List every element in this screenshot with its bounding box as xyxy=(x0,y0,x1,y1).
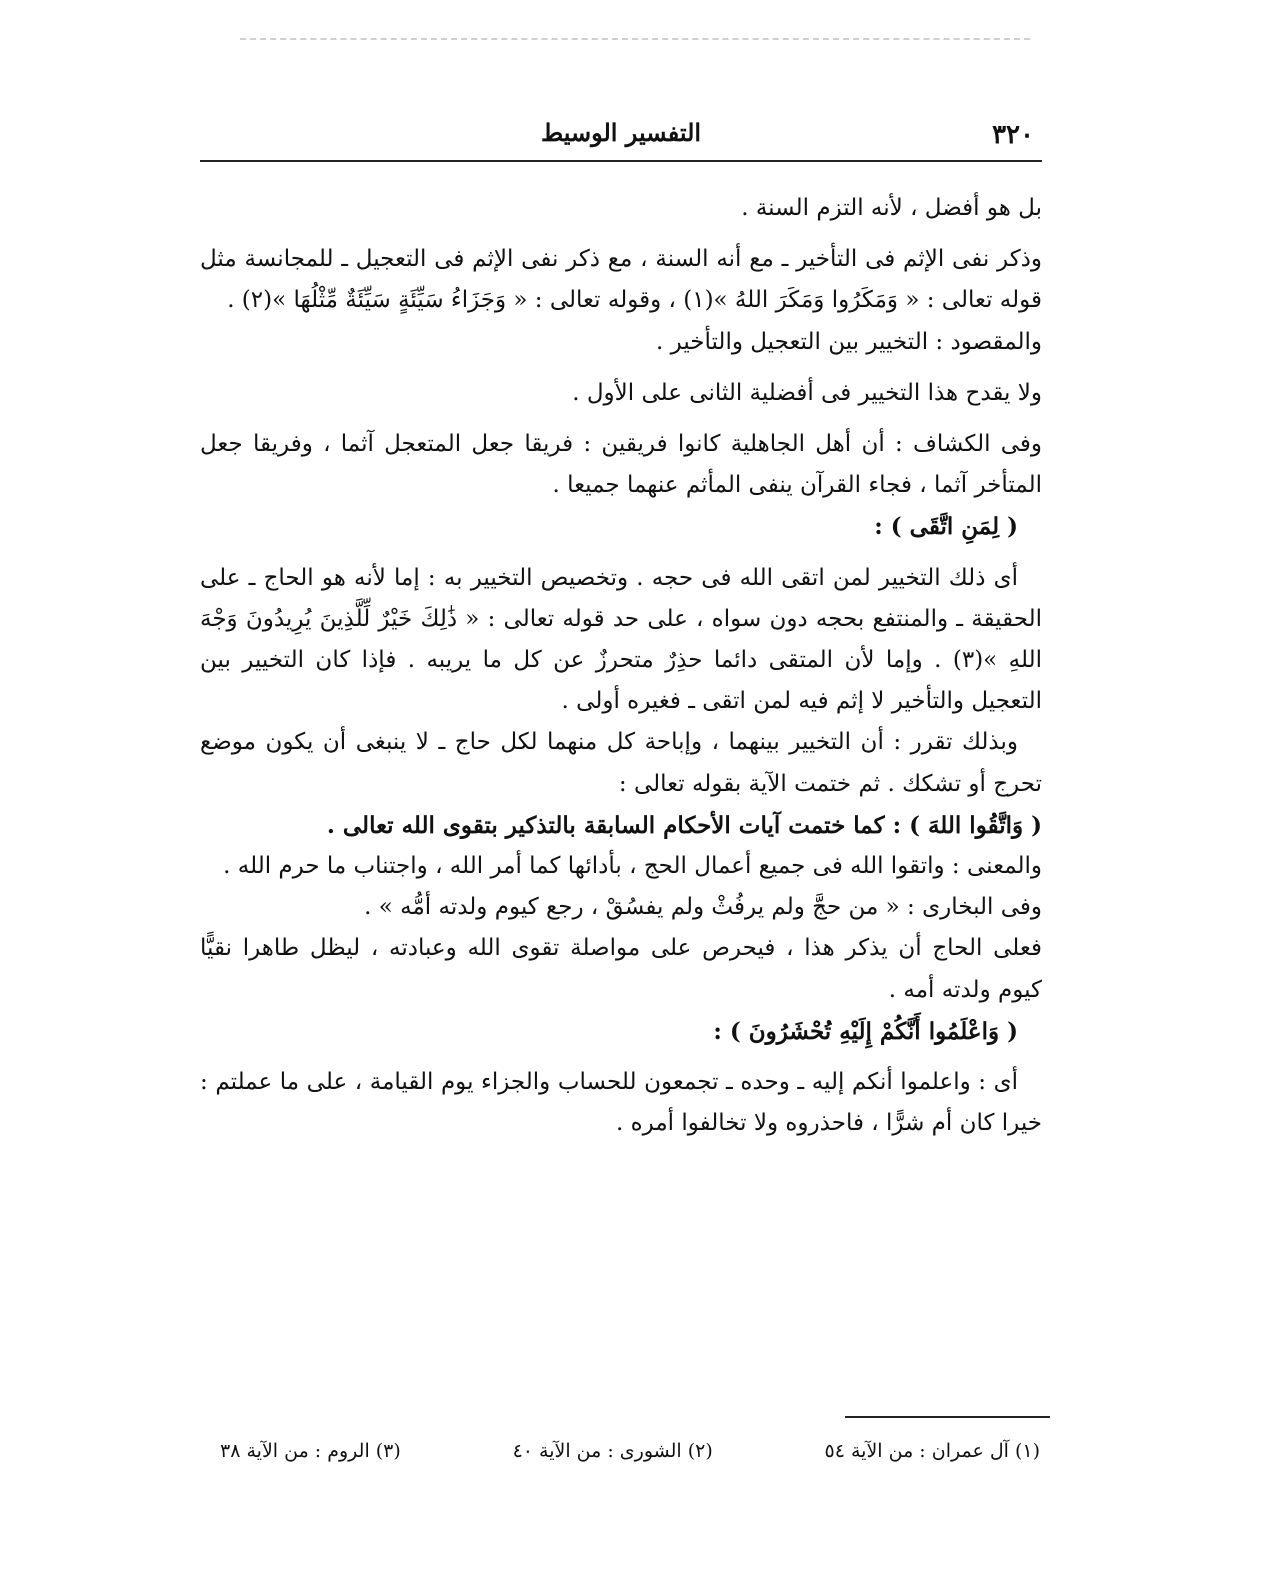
paragraph: فعلى الحاج أن يذكر هذا ، فيحرص على مواصلة تقوى الله وعبادته ، ليظل طاهرا نقيًّا كيوم ولدته أمه . xyxy=(200,935,1042,1003)
footnote-divider xyxy=(845,1416,1050,1418)
paragraph: أى : واعلموا أنكم إليه ـ وحده ـ تجمعون للحساب والجزاء يوم القيامة ، على ما عملتم : خيرا كان أم شرًّا ، فاحذروه ولا تخالفوا أمره . xyxy=(200,1069,1042,1137)
verse-heading: ( وَاتَّقُوا اللهَ ) : كما ختمت آيات الأحكام السابقة بالتذكير بتقوى الله تعالى . xyxy=(326,811,1042,839)
footnote: (٢) الشورى : من الآية ٤٠ xyxy=(512,1440,713,1462)
paragraph: وفى الكشاف : أن أهل الجاهلية كانوا فريقين : فريقا جعل المتعجل آثما ، وفريقا جعل المتأخر آثما ، فجاء القرآن ينفى المأثم عنهما جميعا . xyxy=(200,431,1042,499)
paragraph: بل هو أفضل ، لأنه التزم السنة . xyxy=(741,195,1042,221)
footnotes xyxy=(220,1440,1040,1462)
footnote: (٣) الروم : من الآية ٣٨ xyxy=(220,1440,401,1462)
paragraph: وفى البخارى : « من حجَّ ولم يرفُثْ ولم يفسُقْ ، رجع كيوم ولدته أمُّه » . xyxy=(364,894,1042,921)
verse-heading: ( وَاعْلَمُوا أَنَّكُمْ إِلَيْهِ تُحْشَرُونَ ) : xyxy=(713,1017,1018,1045)
running-title: التفسير الوسيط xyxy=(540,118,702,147)
footnote: (١) آل عمران : من الآية ٥٤ xyxy=(824,1440,1040,1462)
paragraph: والمقصود : التخيير بين التعجيل والتأخير . xyxy=(656,328,1042,355)
paragraph: والمعنى : واتقوا الله فى جميع أعمال الحج ، بأدائها كما أمر الله ، واجتناب ما حرم الله . xyxy=(223,853,1042,880)
body-text xyxy=(200,188,1042,1144)
scan-artifact-line xyxy=(240,38,1030,40)
paragraph: وذكر نفى الإثم فى التأخير ـ مع أنه السنة ، مع ذكر نفى الإثم فى التعجيل ـ للمجانسة مثل قوله تعالى : « وَمَكَرُوا وَمَكَرَ اللهُ »(١) ، وقوله تعالى : « وَجَزَاءُ سَيِّئَةٍ سَيِّئَةٌ مِّثْلُهَا »(٢) . xyxy=(200,246,1042,314)
page-header xyxy=(200,118,1042,162)
paragraph: أى ذلك التخيير لمن اتقى الله فى حجه . وتخصيص التخيير به : إما لأنه هو الحاج ـ على الحقيقة ـ والمنتفع بحجه دون سواه ، على حد قوله تعالى : « ذَٰلِكَ خَيْرٌ لِّلَّذِينَ يُرِيدُونَ وَجْهَ اللهِ »(٣) . وإما لأن المتقى دائما حذِرٌ متحرزٌ عن كل ما يريبه . فإذا كان التخيير بين التعجيل والتأخير لا إثم فيه لمن اتقى ـ فغيره أولى . xyxy=(200,564,1042,715)
verse-heading: ( لِمَنِ اتَّقَى ) : xyxy=(874,513,1018,541)
paragraph: ولا يقدح هذا التخيير فى أفضلية الثانى على الأول . xyxy=(572,379,1042,406)
page-number: ٣٢٠ xyxy=(992,120,1034,150)
paragraph: وبذلك تقرر : أن التخيير بينهما ، وإباحة كل منهما لكل حاج ـ لا ينبغى أن يكون موضع تحرج أو تشكك . ثم ختمت الآية بقوله تعالى : xyxy=(200,729,1042,797)
